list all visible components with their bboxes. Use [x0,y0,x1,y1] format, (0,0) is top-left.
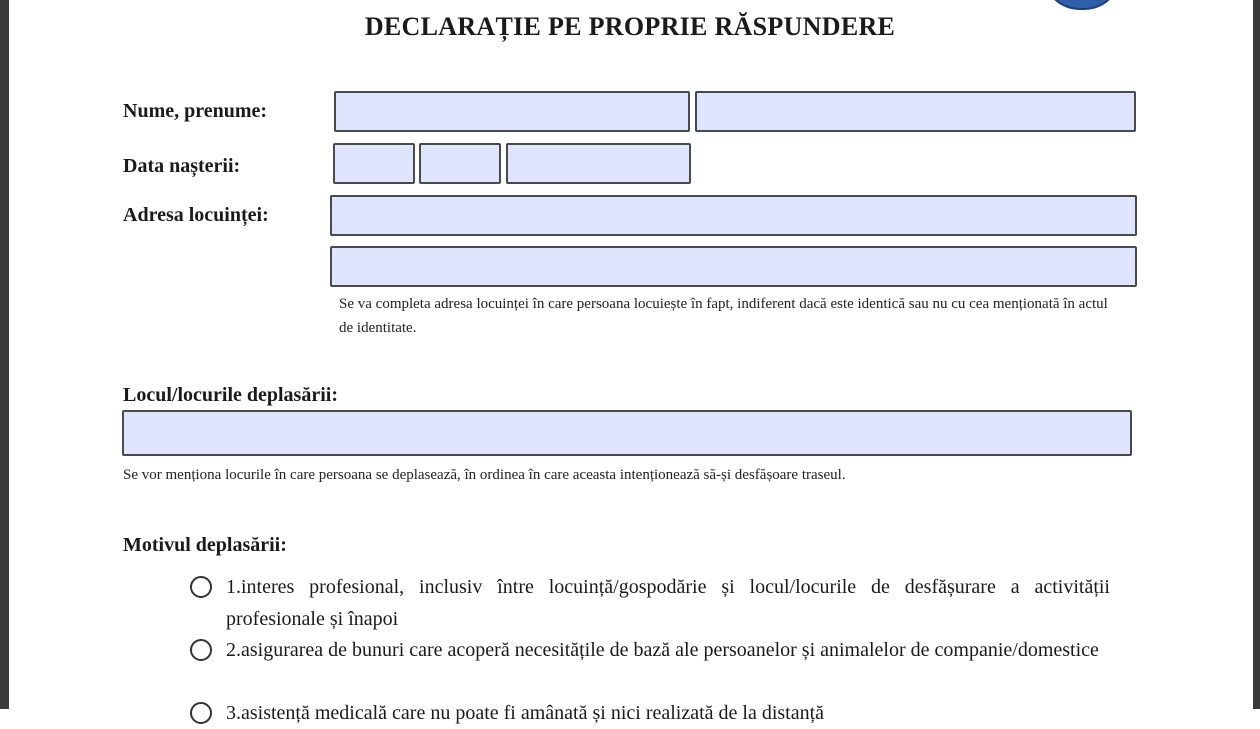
radio-icon[interactable] [190,576,212,598]
address-label: Adresa locuinței: [123,204,269,226]
reason-option-2[interactable] [190,634,1110,666]
places-note: Se vor menționa locurile în care persoana se deplasează, în ordinea în care aceasta intenționează să-și desfășoare traseul. [123,467,846,483]
address-line2-field[interactable] [330,246,1137,287]
page-frame-left [0,0,9,709]
birth-date-label: Data nașterii: [123,155,241,177]
reason-option-3[interactable] [190,697,1110,729]
address-line1-field[interactable] [330,195,1137,236]
name-label: Nume, prenume: [123,100,268,122]
birth-day-field[interactable] [333,143,415,184]
page-frame-right [1253,0,1260,709]
address-note: Se va completa adresa locuinței în care persoana locuiește în fapt, indiferent dacă este identică sau nu cu cea menționată în actul de identitate. [339,296,1108,336]
reason-option-label: 1.interes profesional, inclusiv între locuință/gospodărie și locul/locurile de desfășurare a activității profesionale și înapoi [226,576,1110,630]
reason-option-label: 3.asistență medicală care nu poate fi amânată și nici realizată de la distanță [226,702,825,724]
reason-label: Motivul deplasării: [123,534,287,556]
birth-month-field[interactable] [419,143,501,184]
last-name-field[interactable] [334,91,690,132]
birth-year-field[interactable] [506,143,691,184]
official-seal-icon [1042,0,1122,10]
radio-icon[interactable] [190,702,212,724]
places-field[interactable] [122,410,1132,456]
radio-icon[interactable] [190,639,212,661]
reason-option-1[interactable] [190,571,1110,635]
document-title: DECLARAȚIE PE PROPRIE RĂSPUNDERE [364,12,896,41]
places-label: Locul/locurile deplasării: [123,384,338,406]
reason-option-label: 2.asigurarea de bunuri care acoperă necesitățile de bază ale persoanelor și animalelor de companie/domestice [226,639,1099,661]
first-name-field[interactable] [695,91,1136,132]
